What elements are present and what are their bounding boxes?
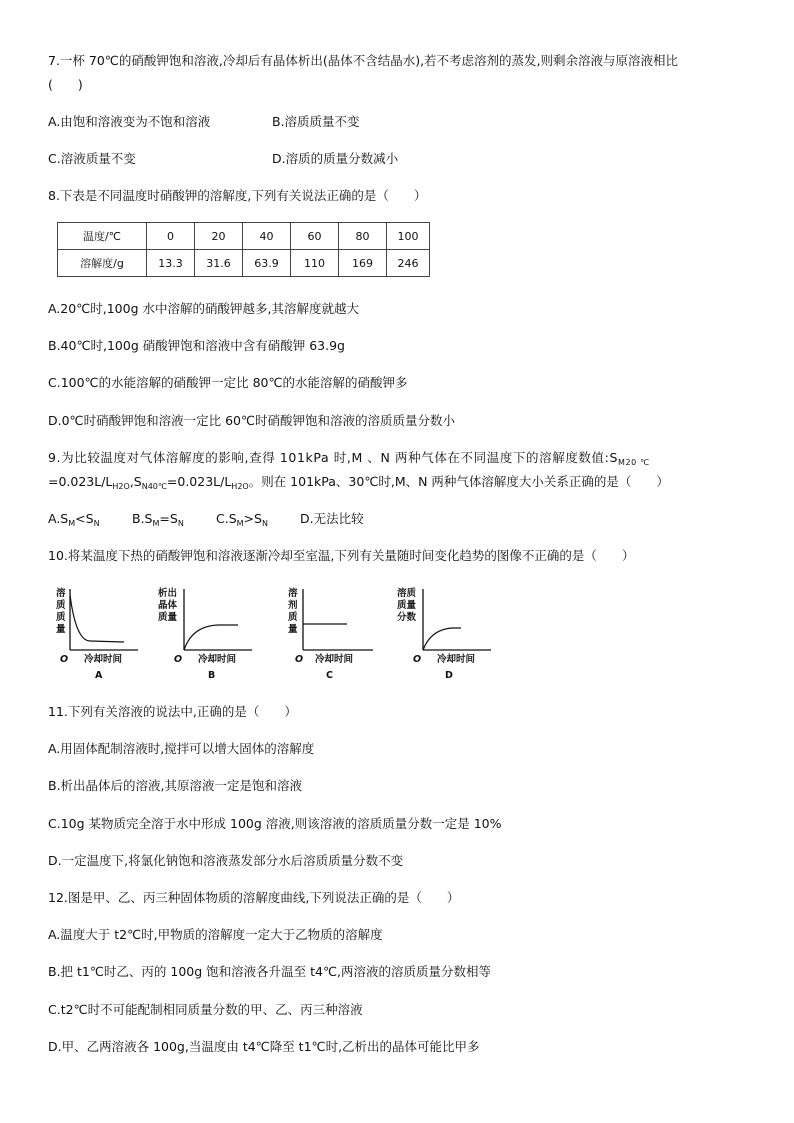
q9-option-c <box>216 511 268 532</box>
q8-option-c: C.100℃的水能溶解的硝酸钾一定比 80℃的水能溶解的硝酸钾多 <box>48 375 408 390</box>
q7-option-c: C.溶液质量不变 <box>48 151 136 166</box>
graph-a-ylabel: 质 <box>56 612 66 623</box>
table-cell: 60 <box>291 223 339 250</box>
q11-option-b: B.析出晶体后的溶液,其原溶液一定是饱和溶液 <box>48 778 303 793</box>
table-cell: 110 <box>291 250 339 277</box>
q9-subscript: H2O <box>231 482 249 491</box>
option-subscript: M <box>68 519 76 528</box>
q12-option-b: B.把 t1℃时乙、丙的 100g 饱和溶液各升温至 t4℃,两溶液的溶质质量分数相等 <box>48 964 491 979</box>
q9-stem-line1 <box>48 450 650 471</box>
table-cell: 246 <box>387 250 430 277</box>
graph-b-xlabel: 冷却时间 <box>198 654 237 665</box>
table-row <box>58 250 430 277</box>
graph-d <box>395 585 495 685</box>
graph-a <box>50 585 146 685</box>
option-subscript: M <box>152 519 160 528</box>
graph-c-letter: C <box>326 670 333 681</box>
q9-stem-text: 9.为比较温度对气体溶解度的影响,查得 101kPa 时,M 、N 两种气体在不同温度下的溶解度数值:S <box>48 450 618 465</box>
table-cell: 31.6 <box>195 250 243 277</box>
graph-b-ylabel: 析出 <box>158 588 178 599</box>
graph-a-ylabel: 量 <box>56 624 66 635</box>
option-text: B.S <box>132 511 153 526</box>
table-cell: 温度/℃ <box>58 223 147 250</box>
q9-option-b <box>132 511 184 532</box>
q9-stem-line2 <box>48 474 669 495</box>
q7-stem-line2: ( ) <box>48 77 83 92</box>
option-text: C.S <box>216 511 237 526</box>
q7-option-a: A.由饱和溶液变为不饱和溶液 <box>48 114 211 129</box>
q11-stem: 11.下列有关溶液的说法中,正确的是（ ） <box>48 704 297 719</box>
q11-option-d: D.一定温度下,将氯化钠饱和溶液蒸发部分水后溶质质量分数不变 <box>48 853 404 868</box>
graph-b-ylabel: 质量 <box>158 612 178 623</box>
q8-option-b: B.40℃时,100g 硝酸钾饱和溶液中含有硝酸钾 63.9g <box>48 338 345 353</box>
graph-c-xlabel: 冷却时间 <box>315 654 354 665</box>
option-subscript: M <box>236 519 244 528</box>
table-cell: 0 <box>147 223 195 250</box>
table-cell: 63.9 <box>243 250 291 277</box>
graph-d-ylabel: 溶质 <box>397 588 417 599</box>
q12-option-d: D.甲、乙两溶液各 100g,当温度由 t4℃降至 t1℃时,乙析出的晶体可能比甲多 <box>48 1039 480 1054</box>
q12-option-c: C.t2℃时不可能配制相同质量分数的甲、乙、丙三种溶液 <box>48 1002 363 1017</box>
q9-option-d <box>300 511 364 527</box>
q7-stem-line1: 7.一杯 70℃的硝酸钾饱和溶液,冷却后有晶体析出(晶体不含结晶水),若不考虑溶剂的蒸发,则剩余溶液与原溶液相比 <box>48 53 679 68</box>
graph-d-letter: D <box>445 670 453 681</box>
q9-subscript: M20 ℃ <box>617 458 650 467</box>
option-text: D.无法比较 <box>300 511 364 526</box>
graph-a-ylabel: 质 <box>56 600 66 611</box>
q11-option-c: C.10g 某物质完全溶于水中形成 100g 溶液,则该溶液的溶质质量分数一定是 10% <box>48 816 502 831</box>
q7-option-b: B.溶质质量不变 <box>272 114 360 129</box>
q8-stem: 8.下表是不同温度时硝酸钾的溶解度,下列有关说法正确的是（ ） <box>48 188 427 203</box>
option-text: <S <box>75 511 94 526</box>
q12-stem: 12.图是甲、乙、丙三种固体物质的溶解度曲线,下列说法正确的是（ ） <box>48 890 460 905</box>
option-subscript: N <box>177 519 184 528</box>
graph-b-ylabel: 晶体 <box>158 600 178 611</box>
table-cell: 溶解度/g <box>58 250 147 277</box>
q9-subscript: H2O <box>112 482 130 491</box>
table-cell: 169 <box>339 250 387 277</box>
graph-c-ylabel: 剂 <box>288 600 298 611</box>
option-text: A.S <box>48 511 69 526</box>
option-subscript: N <box>93 519 100 528</box>
table-row <box>58 223 430 250</box>
graph-d-ylabel: 质量 <box>397 600 417 611</box>
graph-c-ylabel: 质 <box>288 612 298 623</box>
graph-c-ylabel: 溶 <box>288 588 298 599</box>
graph-a-origin: O <box>60 654 69 665</box>
table-cell: 80 <box>339 223 387 250</box>
graph-c <box>285 585 381 685</box>
q9-text: 。则在 101kPa、30℃时,M、N 两种气体溶解度大小关系正确的是（ ） <box>248 474 669 489</box>
q9-subscript: N40℃ <box>141 482 167 491</box>
graph-b-letter: B <box>208 670 216 681</box>
q9-text: ,S <box>129 474 142 489</box>
graph-c-ylabel: 量 <box>288 624 298 635</box>
graph-d-curve <box>423 628 461 650</box>
solubility-table <box>57 222 430 277</box>
graph-c-origin: O <box>295 654 304 665</box>
q8-option-d: D.0℃时硝酸钾饱和溶液一定比 60℃时硝酸钾饱和溶液的溶质质量分数小 <box>48 413 456 428</box>
graph-a-xlabel: 冷却时间 <box>84 654 123 665</box>
graph-a-curve <box>70 595 124 642</box>
option-subscript: N <box>261 519 268 528</box>
table-cell: 20 <box>195 223 243 250</box>
table-cell: 13.3 <box>147 250 195 277</box>
table-cell: 100 <box>387 223 430 250</box>
q10-stem: 10.将某温度下热的硝酸钾饱和溶液逐渐冷却至室温,下列有关量随时间变化趋势的图像不正确的是（ ） <box>48 548 635 563</box>
table-cell: 40 <box>243 223 291 250</box>
q9-text: =0.023L/L <box>166 474 232 489</box>
option-text: =S <box>159 511 178 526</box>
graph-a-ylabel: 溶 <box>56 588 66 599</box>
graph-b-origin: O <box>174 654 183 665</box>
q8-option-a: A.20℃时,100g 水中溶解的硝酸钾越多,其溶解度就越大 <box>48 301 359 316</box>
graph-d-ylabel: 分数 <box>397 612 417 623</box>
q7-option-d: D.溶质的质量分数减小 <box>272 151 399 166</box>
q12-option-a: A.温度大于 t2℃时,甲物质的溶解度一定大于乙物质的溶解度 <box>48 927 383 942</box>
graph-d-origin: O <box>413 654 422 665</box>
q11-option-a: A.用固体配制溶液时,搅拌可以增大固体的溶解度 <box>48 741 315 756</box>
graph-b-curve <box>184 625 238 650</box>
graph-b <box>156 585 256 685</box>
q9-option-a <box>48 511 100 532</box>
option-text: >S <box>243 511 262 526</box>
graph-d-xlabel: 冷却时间 <box>437 654 476 665</box>
q9-text: =0.023L/L <box>48 474 113 489</box>
graph-a-letter: A <box>95 670 103 681</box>
